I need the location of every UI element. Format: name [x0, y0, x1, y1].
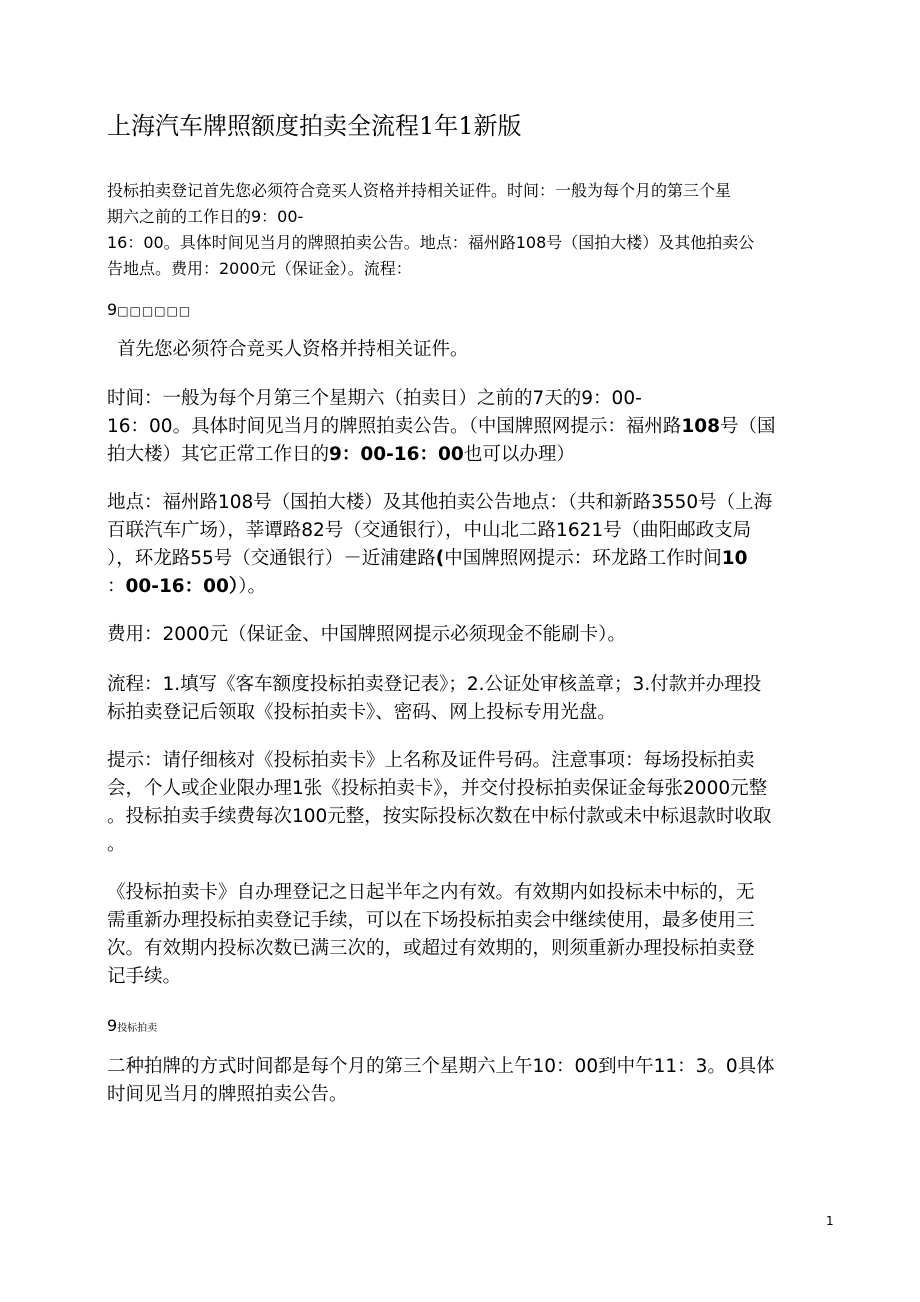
section-number: 9 [107, 300, 118, 319]
intro-line: 16：00。具体时间见当月的牌照拍卖公告。地点：福州路108号（国拍大楼）及其他拍卖公 [107, 233, 755, 252]
section-number: 9 [107, 1016, 118, 1035]
paragraph-time [107, 385, 847, 469]
paragraph-line: 《投标拍卖卡》自办理登记之日起半年之内有效。有效期内如投标未中标的，无 [107, 882, 755, 903]
text-run: 号（国 [719, 416, 776, 437]
paragraph-line: 。投标拍卖手续费每次100元整，按实际投标次数在中标付款或未中标退款时收取 [107, 806, 772, 827]
paragraph-line: 二种拍牌的方式时间都是每个月的第三个星期六上午10：00到中午11：3。0具体 [107, 1056, 775, 1077]
bold-run: 9：00-16：00 [329, 444, 464, 465]
bold-run: 10 [721, 548, 748, 569]
intro-line: 告地点。费用：2000元（保证金）。流程： [107, 259, 412, 278]
paragraph-line [107, 573, 847, 601]
paragraph-qualification [117, 336, 857, 364]
paragraph-notice [107, 747, 847, 859]
paragraph-line: 会，个人或企业限办理1张《投标拍卖卡》，并交付投标拍卖保证金每张2000元整 [107, 778, 768, 799]
text-run: 拍大楼）其它正常工作日的 [107, 444, 330, 465]
section-label: 投标拍卖 [117, 1023, 158, 1034]
paragraph-line [107, 545, 847, 573]
paragraph-line: 百联汽车广场），莘谭路82号（交通银行），中山北二路1621号（曲阳邮政支局 [107, 520, 752, 541]
text-run: ），环龙路55号（交通银行）－近浦建路 [107, 548, 436, 569]
section-heading-2 [107, 1014, 847, 1041]
text-run: 也可以办理） [463, 444, 575, 465]
paragraph-line: 时间见当月的牌照拍卖公告。 [107, 1084, 348, 1105]
paragraph-bidding-time [107, 1053, 847, 1109]
paragraph-fee [107, 621, 847, 649]
text-run: 中国牌照网提示：环龙路工作时间 [444, 548, 722, 569]
paragraph-line: 流程：1.填写《客车额度投标拍卖登记表》；2.公证处审核盖章；3.付款并办理投 [107, 674, 762, 695]
page-number: 1 [826, 1214, 834, 1228]
text-run: 16：00。具体时间见当月的牌照拍卖公告。（中国牌照网提示：福州路 [107, 416, 682, 437]
paragraph-line: 需重新办理投标拍卖登记手续，可以在下场投标拍卖会中继续使用，最多使用三 [107, 910, 755, 931]
paragraph-line: 费用：2000元（保证金、中国牌照网提示必须现金不能刷卡）。 [107, 624, 626, 645]
paragraph-line: 首先您必须符合竞买人资格并持相关证件。 [117, 339, 469, 360]
paragraph-process [107, 671, 847, 727]
intro-paragraph [107, 178, 847, 282]
paragraph-line: 次。有效期内投标次数已满三次的，或超过有效期的，则须重新办理投标拍卖登 [107, 938, 755, 959]
paragraph-location [107, 489, 847, 601]
section-heading-1 [107, 298, 847, 323]
paragraph-line: 时间：一般为每个月第三个星期六（拍卖日）之前的7天的9：00- [107, 388, 642, 409]
text-run: ： [107, 576, 126, 597]
paragraph-line [107, 441, 847, 469]
text-run: ）。 [238, 576, 266, 597]
paragraph-line: 提示：请仔细核对《投标拍卖卡》上名称及证件号码。注意事项：每场投标拍卖 [107, 750, 755, 771]
paragraph-line: 标拍卖登记后领取《投标拍卖卡》、密码、网上投标专用光盘。 [107, 702, 616, 723]
paragraph-line: 。 [107, 834, 126, 855]
bold-run: ( [435, 548, 445, 569]
intro-line: 投标拍卖登记首先您必须符合竞买人资格并持相关证件。时间：一般为每个月的第三个星 [107, 181, 732, 200]
section-label-placeholder: □□□□□□ [117, 304, 192, 318]
paragraph-line: 记手续。 [107, 966, 182, 987]
paragraph-line [107, 413, 847, 441]
document-title: 上海汽车牌照额度拍卖全流程1年1新版 [107, 112, 522, 140]
paragraph-card-validity [107, 879, 847, 991]
paragraph-line: 地点：福州路108号（国拍大楼）及其他拍卖公告地点：（共和新路3550号（上海 [107, 492, 773, 513]
bold-run: 108 [681, 416, 720, 437]
bold-run: 00-16：00） [125, 576, 239, 597]
intro-line: 期六之前的工作日的9：00- [107, 207, 304, 226]
